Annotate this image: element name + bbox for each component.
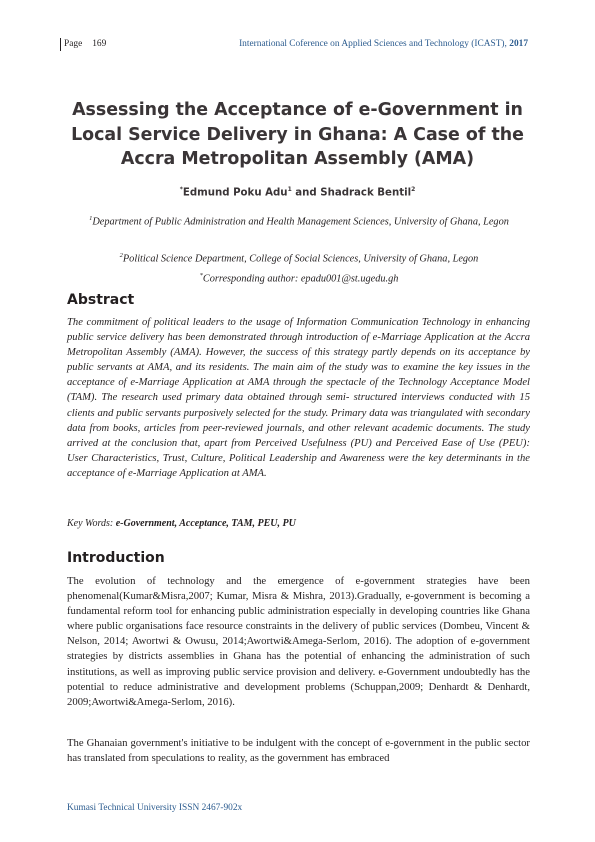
conference-title: International Coference on Applied Sciences and Technology (ICAST), [239,39,507,49]
footer-issn: Kumasi Technical University ISSN 2467-902x [67,803,243,813]
affiliation-2 [64,248,534,267]
author-2: Shadrack Bentil [320,187,412,199]
conference-name [239,38,528,51]
author-2-sup: 2 [411,186,416,193]
affiliation-1 [64,211,534,230]
running-header [60,36,528,54]
introduction-heading: Introduction [67,550,165,566]
author-1: Edmund Poku Adu [182,187,288,199]
affiliation-2-text: Political Science Department, College of Social Sciences, University of Ghana, Legon [122,253,479,265]
abstract-heading: Abstract [67,292,135,308]
keywords-label: Key Words: [67,518,116,529]
page-number-value: 169 [92,39,107,49]
introduction-paragraph-1: The evolution of technology and the emergence of e-government strategies have been phenomenal(Kumar&Misra,2007; Kumar, Misra & Mishra, 2013).Gradually, e-government is becoming a fundamental reform tool for enhancing public administration especially in developing countries like Ghana where public organisations face resource constraints in the delivery of public services (Dombeu, Vincent & Nelson, 2014; Awortwi & Owusu, 2014;Awortwi&Amega-Serlom, 2016). The adoption of e-government strategies by districts assemblies in Ghana has the potential of enhancing the administration of such institutions, as well as improving public service provision and delivery. e-Government undoubtedly has the potential to reduce administrative and development problems (Schuppan,2009; Denhardt & Denhardt, 2009;Awortwi&Amega-Serlom, 2016). [67,575,530,708]
corresponding-text: Corresponding author: epadu001@st.ugedu.gh [202,273,399,285]
corresponding-star: * [199,272,203,279]
page-label: Page [64,39,83,49]
author-1-sup: 1 [287,186,292,193]
affiliation-2-sup: 2 [119,252,123,259]
conference-year: 2017 [509,39,528,49]
author-line [60,186,535,198]
affiliation-1-text: Department of Public Administration and Health Management Sciences, University of Ghana, Legon [92,216,509,228]
affiliation-1-sup: 1 [89,215,93,222]
introduction-paragraph-2: The Ghanaian government's initiative to be indulgent with the concept of e-government in the public sector has translated from speculations to reality, as the government has embraced [67,737,530,765]
corresponding-author [64,268,534,287]
paper-title: Assessing the Acceptance of e-Government in Local Service Delivery in Ghana: A Case of the Accra Metropolitan Assembly (AMA) [71,100,524,169]
page-number [60,38,116,51]
abstract-text: The commitment of political leaders to the usage of Information Communication Technology in enhancing public service delivery has been demonstrated through introduction of e-Marriage Application at the Accra Metropolitan Assembly (AMA). However, the success of this strategy partly depends on its acceptance by public servants at AMA, and its residents. The main aim of the study was to examine the key issues in the acceptance of e-Marriage Application at AMA through the spectacle of the Technology Acceptance Model (TAM). The research used primary data obtained through semi- structured interviews conducted with 15 clients and public servants purposively selected for the study. Primary data was triangulated with secondary data from books, articles from peer-reviewed journals, and other relevant academic documents. The study arrived at the conclusion that, apart from Perceived Usefulness (PU) and Perceived Ease of Use (PEU): User Characteristics, Trust, Culture, Political Leadership and Awareness were the key determinants in the acceptance of e-Marriage Application at AMA. [67,317,530,479]
author-and: and [291,187,321,199]
author-star: * [179,186,183,193]
keywords-values: e-Government, Acceptance, TAM, PEU, PU [115,518,296,529]
keywords [67,518,530,529]
